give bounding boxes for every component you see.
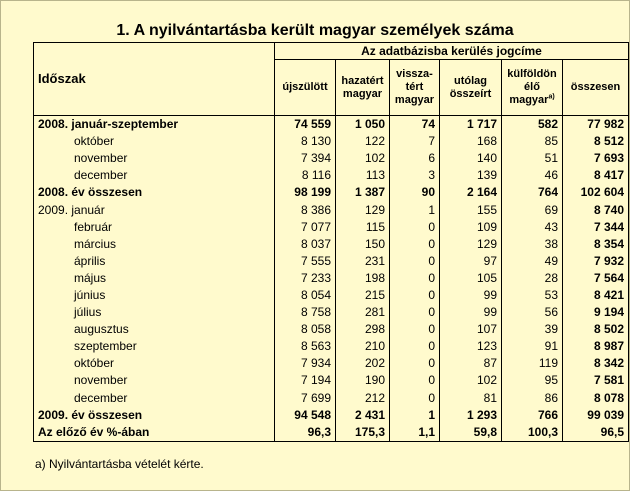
cell-ujszulott: 74 559 [275,116,336,134]
row-label: február [34,219,275,236]
row-label: augusztus [34,321,275,338]
cell-utolag: 140 [440,150,502,167]
cell-visszatert: 0 [390,372,440,389]
cell-osszesen: 8 512 [563,133,629,150]
header-line: magyar [394,94,435,106]
cell-utolag: 99 [440,287,502,304]
cell-utolag: 168 [440,133,502,150]
table-row [34,304,629,321]
cell-kulfoldon: 764 [502,184,563,201]
table-row [34,184,629,201]
row-label: április [34,253,275,270]
row-label: március [34,236,275,253]
cell-ujszulott: 8 054 [275,287,336,304]
cell-hazatert: 150 [336,236,390,253]
table-row [34,287,629,304]
cell-ujszulott: 8 758 [275,304,336,321]
header-row-group [34,43,629,60]
cell-osszesen: 8 417 [563,167,629,184]
table-row [34,116,629,134]
cell-osszesen: 96,5 [563,424,629,442]
header-col-visszatert [390,60,440,116]
cell-hazatert: 2 431 [336,407,390,424]
cell-hazatert: 298 [336,321,390,338]
row-label: 2008. év összesen [34,184,275,201]
cell-kulfoldon: 85 [502,133,563,150]
header-line: összesen [570,81,621,93]
table-title: 1. A nyilvántartásba került magyar személyek száma [116,22,514,39]
cell-hazatert: 231 [336,253,390,270]
cell-utolag: 87 [440,355,502,372]
cell-osszesen: 7 581 [563,372,629,389]
cell-hazatert: 212 [336,390,390,407]
table-row [34,150,629,167]
cell-osszesen: 7 932 [563,253,629,270]
cell-hazatert: 122 [336,133,390,150]
cell-kulfoldon: 46 [502,167,563,184]
cell-osszesen: 7 344 [563,219,629,236]
footnote: a) Nyilvántartásba vételét kérte. [35,457,204,471]
cell-hazatert: 102 [336,150,390,167]
cell-ujszulott: 8 058 [275,321,336,338]
cell-osszesen: 8 342 [563,355,629,372]
cell-kulfoldon: 43 [502,219,563,236]
cell-kulfoldon: 766 [502,407,563,424]
cell-hazatert: 215 [336,287,390,304]
cell-ujszulott: 7 394 [275,150,336,167]
cell-utolag: 109 [440,219,502,236]
cell-utolag: 102 [440,372,502,389]
table-row [34,219,629,236]
cell-kulfoldon: 86 [502,390,563,407]
header-col-ujszulott [275,60,336,116]
row-label: december [34,390,275,407]
footnote-marker: a) [548,93,555,101]
cell-osszesen: 102 604 [563,184,629,201]
cell-ujszulott: 8 037 [275,236,336,253]
cell-osszesen: 8 740 [563,201,629,218]
row-label: szeptember [34,338,275,355]
cell-ujszulott: 8 130 [275,133,336,150]
header-col-utolag [440,60,502,116]
cell-hazatert: 1 387 [336,184,390,201]
cell-ujszulott: 7 699 [275,390,336,407]
table-row [34,253,629,270]
cell-hazatert: 198 [336,270,390,287]
cell-utolag: 59,8 [440,424,502,442]
cell-kulfoldon: 53 [502,287,563,304]
row-label: június [34,287,275,304]
header-period: Időszak [34,43,275,116]
row-label: Az előző év %-ában [34,424,275,442]
cell-utolag: 123 [440,338,502,355]
table-row [34,236,629,253]
cell-visszatert: 0 [390,321,440,338]
cell-kulfoldon: 100,3 [502,424,563,442]
cell-kulfoldon: 582 [502,116,563,134]
cell-ujszulott: 96,3 [275,424,336,442]
cell-ujszulott: 98 199 [275,184,336,201]
row-label: november [34,372,275,389]
cell-visszatert: 0 [390,236,440,253]
cell-visszatert: 0 [390,219,440,236]
cell-ujszulott: 7 555 [275,253,336,270]
row-label: október [34,133,275,150]
cell-hazatert: 115 [336,219,390,236]
cell-ujszulott: 7 077 [275,219,336,236]
table-row [34,133,629,150]
cell-osszesen: 8 078 [563,390,629,407]
row-label: 2009. január [34,201,275,218]
data-table [33,42,629,442]
header-line: utólag [454,74,487,87]
cell-kulfoldon: 38 [502,236,563,253]
cell-osszesen: 8 421 [563,287,629,304]
header-line: összeírt [449,87,492,100]
cell-kulfoldon: 51 [502,150,563,167]
cell-utolag: 107 [440,321,502,338]
cell-visszatert: 74 [390,116,440,134]
cell-ujszulott: 7 194 [275,372,336,389]
row-label: július [34,304,275,321]
cell-osszesen: 9 194 [563,304,629,321]
row-label: 2008. január-szeptember [34,116,275,134]
cell-kulfoldon: 28 [502,270,563,287]
cell-osszesen: 7 564 [563,270,629,287]
header-line: újszülött [282,81,328,93]
cell-hazatert: 190 [336,372,390,389]
header-line: hazatért [341,74,384,87]
row-label: október [34,355,275,372]
cell-visszatert: 1 [390,201,440,218]
cell-utolag: 139 [440,167,502,184]
cell-visszatert: 0 [390,270,440,287]
table-row [34,201,629,218]
cell-ujszulott: 7 233 [275,270,336,287]
cell-visszatert: 7 [390,133,440,150]
cell-visszatert: 1,1 [390,424,440,442]
cell-osszesen: 8 987 [563,338,629,355]
cell-kulfoldon: 91 [502,338,563,355]
cell-utolag: 81 [440,390,502,407]
table-row [34,338,629,355]
cell-ujszulott: 7 934 [275,355,336,372]
header-col-osszesen [563,60,629,116]
cell-osszesen: 8 354 [563,236,629,253]
cell-hazatert: 129 [336,201,390,218]
cell-utolag: 1 717 [440,116,502,134]
cell-visszatert: 0 [390,338,440,355]
cell-ujszulott: 8 116 [275,167,336,184]
header-col-kulfoldon [502,60,563,116]
header-line: tért [405,81,424,93]
cell-kulfoldon: 95 [502,372,563,389]
header-group: Az adatbázisba kerülés jogcíme [275,43,629,60]
table-row [34,167,629,184]
cell-hazatert: 281 [336,304,390,321]
row-label: november [34,150,275,167]
header-line: magyar [509,94,549,106]
header-line: élő [524,81,540,93]
cell-hazatert: 210 [336,338,390,355]
cell-hazatert: 202 [336,355,390,372]
header-line: külföldön [507,68,557,80]
cell-visszatert: 1 [390,407,440,424]
cell-utolag: 129 [440,236,502,253]
cell-utolag: 2 164 [440,184,502,201]
cell-visszatert: 0 [390,287,440,304]
cell-kulfoldon: 49 [502,253,563,270]
table-row [34,372,629,389]
cell-kulfoldon: 56 [502,304,563,321]
table-row [34,321,629,338]
cell-ujszulott: 8 386 [275,201,336,218]
table-row [34,390,629,407]
cell-osszesen: 77 982 [563,116,629,134]
cell-ujszulott: 8 563 [275,338,336,355]
header-col-hazatert [336,60,390,116]
cell-hazatert: 113 [336,167,390,184]
cell-visszatert: 6 [390,150,440,167]
header-line: vissza- [396,68,433,80]
cell-visszatert: 90 [390,184,440,201]
cell-visszatert: 0 [390,355,440,372]
cell-ujszulott: 94 548 [275,407,336,424]
cell-visszatert: 0 [390,253,440,270]
cell-utolag: 155 [440,201,502,218]
table-row [34,407,629,424]
cell-osszesen: 8 502 [563,321,629,338]
cell-utolag: 97 [440,253,502,270]
cell-kulfoldon: 119 [502,355,563,372]
cell-osszesen: 99 039 [563,407,629,424]
table-row [34,424,629,442]
table-row [34,270,629,287]
cell-utolag: 1 293 [440,407,502,424]
row-label: 2009. év összesen [34,407,275,424]
table-row [34,355,629,372]
cell-utolag: 105 [440,270,502,287]
cell-hazatert: 175,3 [336,424,390,442]
cell-visszatert: 0 [390,390,440,407]
cell-visszatert: 0 [390,304,440,321]
cell-hazatert: 1 050 [336,116,390,134]
cell-osszesen: 7 693 [563,150,629,167]
row-label: május [34,270,275,287]
cell-visszatert: 3 [390,167,440,184]
cell-utolag: 99 [440,304,502,321]
cell-kulfoldon: 69 [502,201,563,218]
header-line: magyar [342,87,383,100]
row-label: december [34,167,275,184]
cell-kulfoldon: 39 [502,321,563,338]
